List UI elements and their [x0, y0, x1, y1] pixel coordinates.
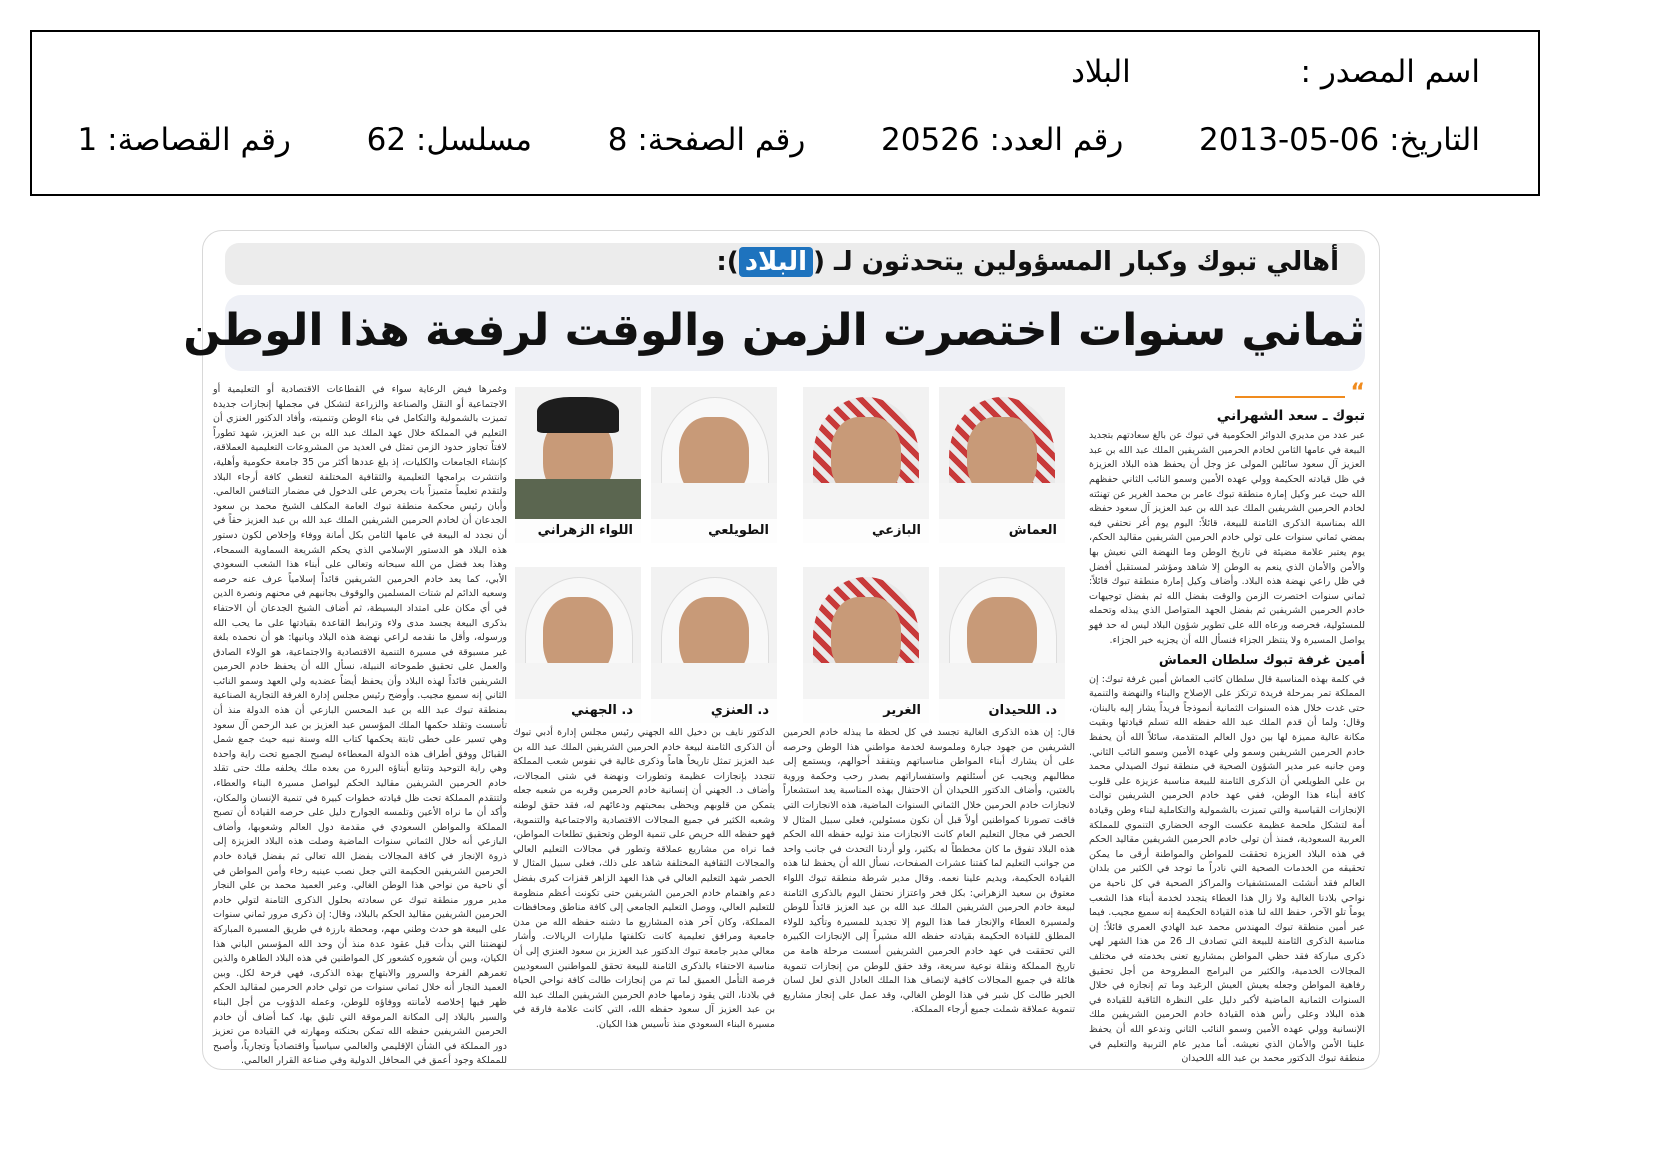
headline: ثماني سنوات اختصرت الزمن والوقت لرفعة هذا الوطن: [183, 305, 1365, 356]
photo-caption: اللواء الزهراني: [515, 519, 641, 543]
garment-shape: [939, 663, 1065, 699]
date-label: التاريخ:: [1389, 122, 1480, 158]
photo-alzahrani: [515, 387, 641, 543]
kicker-bar: [225, 243, 1365, 285]
photo-alammash: [939, 387, 1065, 543]
page-value: 8: [607, 122, 628, 158]
garment-shape: [515, 663, 641, 699]
orange-rule: [1235, 396, 1345, 398]
photo-caption: الغرير: [803, 699, 929, 723]
clip-value: 1: [77, 122, 98, 158]
photo-caption: د. اللحيدان: [939, 699, 1065, 723]
uniform-shape: [515, 479, 641, 519]
article-column-right: [1089, 380, 1365, 1065]
photo-grid: [515, 383, 1075, 725]
intro-paragraph: عبر عدد من مديري الدوائر الحكومية في تبوك عن بالغ سعادتهم بتجديد البيعة في عامها الثامن لخادم الحرمين الشريفين الملك عبد الله بن عبد العزيز آل سعود سائلين المولى عز وجل أن يحفظ هذه البلاد العزيزة في ظل قيادته الحكيمة وولي عهده الأمين وسمو النائب الثاني حفظهم الله حيث عبر وكيل إمارة منطقة تبوك عامر بن محمد الغرير عن تهنئته لخادم الحرمين الشريفين الملك عبد الله بن عبد العزيز آل سعود حفظه الله بمناسبة الذكرى الثامنة للبيعة، قائلاً: اليوم يوم أغر نحتفي فيه بمضي ثماني سنوات على تولي خادم الحرمين الشريفين مقاليد الحكم، يوم يعتبر علامة مضيئة في تاريخ الوطن وما النهضة التي نعيش بها والأمن والأمان الذي ينعم به الوطن إلا شاهد ومؤشر لمستقبل أفضل في ظل راعي نهضة هذه البلاد. وأضاف وكيل إمارة منطقة تبوك قائلاً: ثماني سنوات اختصرت الزمن والوقت بفضل الله ثم بفضل توجيهات خادم الحرمين الشريفين ثم بفضل الجهد المتواصل الذي يبذله وتحمله للمسئولية، فحرصه ورعاه الله على تطوير شؤون البلاد ليس له حد فهو يواصل المسيرة ولا ينتظر الجزاء فنسأل الله أن يجزيه خير الجزاء.: [1089, 430, 1365, 646]
headline-bar: [183, 295, 1365, 371]
photo-caption: د. الجهني: [515, 699, 641, 723]
clipping-metadata-box: [30, 30, 1540, 196]
military-cap-shape: [537, 397, 619, 433]
newspaper-clipping: [183, 230, 1380, 1070]
photo-allhaidan: [939, 567, 1065, 723]
photo-albazei: [803, 387, 929, 543]
details-row: [78, 122, 1480, 158]
source-label: اسم المصدر :: [1300, 54, 1480, 90]
garment-shape: [651, 663, 777, 699]
issue-label: رقم العدد:: [989, 122, 1124, 158]
article-column-middle-left: الدكتور نايف بن دخيل الله الجهني رئيس مجلس إدارة أدبي تبوك أن الذكرى الثامنة لبيعة خادم الحرمين الشريفين الملك عبد الله بن عبد العزيز تمثل تاريخاً هاماً وذكرى غالية في نفوس شعب المملكة تتجدد بإنجازات عظيمة وتطورات ونهضة في شتى المجالات، وأضاف د. الجهني أن إنسانية خادم الحرمين وقربه من شعبه جعله يتمكن من قلوبهم ويحظى بمحبتهم ودعائهم له، فقد حقق لوطنه وشعبه الكثير في جميع المجالات الاقتصادية والاجتماعية والتنموية، فهو حفظه الله حريص على تنمية الوطن وتحقيق تطلعات المواطن، فما نراه من مشاريع عملاقة وتطور في مجالات التعليم العالي والمجالات الثقافية المختلفة شاهد على ذلك، فعلى سبيل المثال لا الحصر شهد التعليم العالي في هذا العهد الزاهر قفزات كبرى بفضل دعم واهتمام خادم الحرمين الشريفين حتى تكونت أعظم منظومة للتعليم العالي، ووصل التعليم الجامعي إلى كافة مناطق ومحافظات المملكة، وكان آخر هذه المشاريع ما دشنه حفظه الله من مدن جامعية ومرافق تعليمية كانت تكلفتها مليارات الريالات. وأشار معالي مدير جامعة تبوك الدكتور عبد العزيز بن سعود العنزي إلى أن مناسبة الاحتفاء بالذكرى الثامنة للبيعة تحقق للمواطنين السعوديين فرصة التأمل العميق لما تم من إنجازات طالت كافة نواحي الحياة في بلادنا، التي يقود زمامها خادم الحرمين الشريفين الملك عبد الله بن عبد العزيز آل سعود حفظه الله، التي كانت علامة فارقة في مسيرة البناء السعودي منذ تأسيس هذا الكيان.: [513, 727, 775, 1030]
kicker-text: أهالي تبوك وكبار المسؤولين يتحدثون لـ: [834, 247, 1339, 277]
source-value: البلاد: [1071, 54, 1131, 90]
article-column-left: وغمرها فيض الرعاية سواء في القطاعات الاقتصادية أو التعليمية أو الاجتماعية أو النقل والصناعة والزراعة لتشكل في مجملها إنجازات جديدة تميزت بالشمولية والتكامل في بناء الوطن وتنميته، وأفاد الدكتور العنزي أن التعليم في المملكة خلال عهد الملك عبد الله بن عبد العزيز، شهد تطوراً لافتاً تجاوز حدود الزمن تمثل في العديد من المشروعات التعليمية العملاقة، كإنشاء الجامعات والكليات، إذ بلغ عددها أكثر من 35 جامعة حكومية وأهلية، وانتشرت برامجها التعليمية والثقافية المختلفة لتغطي كافة أرجاء البلاد ولتقدم تعليماً متميزاً بات يحرص على الدخول في مضمار التنافس العالمي. وأبان رئيس محكمة منطقة تبوك العامة المكلف الشيخ محمد بن سعود الجدعان أن لخادم الحرمين الشريفين الملك عبد الله بن عبد العزيز حقاً في أن نجدد له البيعة في عامها الثامن بكل أمانة ووفاء وإخلاص لكون دستور هذه البلاد هو الدستور الإسلامي الذي يحكم الشريعة السماوية السمحاء، وهذا بعد فضل من الله سبحانه وتعالى على أبناء هذا الشعب السعودي الأبي، كما يعد خادم الحرمين الشريفين قائداً إسلامياً عرف عنه حرصه وسعيه الدائم لم شتات المسلمين والوقوف بجانبهم في محنهم ونصرة الدين في أي مكان على امتداد البسيطة، ثم أضاف الشيخ الجدعان أن الاحتفاء بذكرى البيعة يجسد مدى ولاء وترابط القاعدة بقيادتها على ما يحب الله ورسوله، وأقل ما نقدمه لراعي نهضة هذه البلاد وبانيها: هو أن نحمده بلغة غير مسبوقة في مسيرة التنمية الاقتصادية والاجتماعية، هو الولاء الصادق والعمل على تحقيق طموحاته النبيلة، نسأل الله أن يحفظ خادم الحرمين الشريفين قائداً لهذه البلاد وأن يحفظ أيضاً عضديه ولي العهد وسمو النائب الثاني إنه سميع مجيب. وأوضح رئيس مجلس إدارة الغرفة التجارية الصناعية بمنطقة تبوك عبد الله بن عبد المحسن البازعي أن هذه الدولة منذ أن تأسست وتقلد حكمها الملك المؤسس عبد العزيز بن عبد الرحمن آل سعود وهي تسير على خطى ثابتة يحكمها كتاب الله وسنة نبيه حيث جمع شمل القبائل ووفق أطراف هذه الدولة المعطاءة ليصبح الجميع تحت راية واحدة وهي راية التوحيد وتتابع أبناؤه البررة من بعده ملك يخلفه ملك حتى تقلد خادم الحرمين الشريفين مقاليد الحكم ليواصل مسيرة البناء والعطاء، ولتتقدم المملكة تحت ظل قيادته خطوات كبيرة في تنمية الإنسان والمكان، وأكد أن ما نراه الأعين وتلمسه الجوارح دليل على حرصه القيادة أن تصبح المملكة والمواطن السعودي في مقدمة دول العالم وشعوبها، وأضاف البازعي أنه خلال الثماني سنوات الماضية وصلت هذه البلاد العزيزة إلى ذروة الإنجاز في كافة المجالات بفضل الله تعالى ثم بفضل قيادة خادم الحرمين الشريفين الحكيمة التي جعل نصب عينيه رخاء وأمن المواطن في أي ناحية من نواحي هذا الوطن الغالي. وعبر العميد محمد بن علي النجار مدير مرور منطقة تبوك عن سعادته بحلول الذكرى الثامنة لتولي خادم الحرمين الشريفين مقاليد الحكم بالبلاد، وقال: إن ذكرى مرور ثماني سنوات على البيعة هو حدث وطني مهم، ومحطة بارزة في طريق المسيرة المباركة لنهضتنا التي بدأت قبل عقود عدة منذ أن وحد الله المؤسس الباني هذا الكيان، وبين أن شعوره كشعور كل المواطنين في هذه البلاد الطاهرة والذين تغمرهم الفرحة والسرور والابتهاج بهذه الذكرى، فهي فرحة لكل. وبين العميد النجار أنه خلال ثماني سنوات من تولي خادم الحرمين لمقاليد الحكم ظهر فيها إخلاصه لأمانته ووفاؤه للوطن، وعمله الدؤوب من أجل البناء والسير بالبلاد إلى المكانة المرموقة التي تليق بها، كما أضاف أن خادم الحرمين الشريفين حفظه الله تمكن بحنكته ومهارته في القيادة من تعزيز دور المملكة في الشأن الإقليمي والعالمي سياسياً واقتصادياً وتجارياً، وأصبح للمملكة وجود أعمق في المحافل الدولية وفي صناعة القرار العالمي.: [213, 384, 507, 1067]
kicker-brand: البلاد: [739, 247, 813, 277]
byline: تبوك ـ سعد الشهراني: [1216, 407, 1365, 424]
kicker: أهالي تبوك وكبار المسؤولين يتحدثون لـ (البلاد):: [716, 247, 1339, 277]
subhead: أمين غرفة تبوك سلطان العماش: [1158, 653, 1365, 669]
garment-shape: [803, 483, 929, 519]
body-paragraph: في كلمة بهذه المناسبة قال سلطان كاتب العماش أمين غرفة تبوك: إن المملكة تمر بمرحلة فريدة ترتكز على الإصلاح والبناء والنهضة والتنمية حتى غدت خلال هذه السنوات الثمانية أنموذجاً فريداً يشار إليه بالبنان، وقال: ولما أن قدم الملك عبد الله حفظه الله تسلم قيادتها وبقيت مكانة عالية مميزة لها بين دول العالم المتقدمة، سائلاً الله أن يحفظ خادم الحرمين الشريفين وسمو ولي عهده الأمين وسمو النائب الثاني. ومن جانبه عبر مدير الشؤون الصحية في منطقة تبوك الصيدلي محمد بن علي الطويلعي أن الذكرى الثامنة للبيعة مناسبة عزيزة على قلوب كافة أبناء هذا الوطن، ففي عهد خادم الحرمين الشريفين توالت الإنجازات القياسية والتي تميزت بالشمولية والتكاملية لبناء وطن وقيادة أمة لتشكل ملحمة عظيمة عكست الوجه الحضاري التنموي للمملكة العربية السعودية، فمنذ أن تولى خادم الحرمين الشريفين مقاليد الحكم في هذه البلاد العزيزة تحققت للمواطن والمواطنة أرقى ما يمكن تحقيقه من الخدمات الصحية التي نادراً ما توجد في الكثير من بلدان العالم فقد أنشئت المستشفيات والمراكز الصحية في كل ناحية من نواحي بلادنا الغالية ولا زال هذا العطاء يتجدد لخدمة أبناء هذا الشعب يوماً تلو الآخر، حفظ الله لنا هذه القيادة الحكيمة إنه سميع مجيب. فيما عبر أمين منطقة تبوك المهندس محمد عبد الهادي العمري قائلاً: إن مناسبة الذكرى الثامنة للبيعة التي تصادف الـ 26 من هذا الشهر لهي ذكرى مباركة فقد حظي المواطن بمشاريع تعنى بخدمته في مختلف المجالات الخدمية، والكثير من البرامج المطروحة من أجل تحقيق رفاهية المواطن وجعله يعيش العيش الرغيد وما تم إنجازه في خلال السنوات الثمانية الماضية لأكبر دليل على النظرة الثاقبة للقيادة في هذه البلاد وعلى رأس هذه القيادة خادم الحرمين الشريفين ملك الإنسانية وولي عهده الأمين وسمو النائب الثاني وندعو الله أن يحفظ علينا الأمن والأمان الذي نعيشه. أما مدير عام التربية والتعليم في منطقة تبوك الدكتور محمد بن عبد الله اللحيدان: [1089, 673, 1365, 1065]
photo-alghurair: [803, 567, 929, 723]
garment-shape: [803, 663, 929, 699]
photo-caption: البازعي: [803, 519, 929, 543]
article-column-middle-right: قال: إن هذه الذكرى الغالية تجسد في كل لحظة ما يبذله خادم الحرمين الشريفين من جهود جبارة وملموسة لخدمة مواطني هذا الوطن وحرصه على أن يشارك أبناء المواطن مناسباتهم ويتفقد أحوالهم، ويستمع إلى مطالبهم ويجيب عن أسئلتهم واستفساراتهم بصدر رحب وحكمة وروية بالغتين، وأضاف الدكتور اللحيدان أن الاحتفال بهذه المناسبة يعد استشعاراً لانجازات خادم الحرمين خلال الثماني السنوات الماضية، هذه الانجازات التي فاقت تصورنا كمواطنين أولاً قبل أن نكون مسئولين، فعلى سبيل المثال لا الحصر في مجال التعليم العام كانت الانجازات منذ توليه حفظه الله الحكم هذه البلاد تفوق ما كان مخططاً له بكثير، ولو أردنا التحدث في جانب واحد من جوانب التعليم لما كفتنا عشرات الصفحات، نسأل الله أن يحفظ لنا هذه القيادة الحكيمة، ويديم علينا نعمه. وقال مدير شرطة منطقة تبوك اللواء معتوق بن سعيد الزهراني: بكل فخر واعتزاز نحتفل اليوم بالذكرى الثامنة لبيعة خادم الحرمين الشريفين الملك عبد الله بن عبد العزيز قائداً للوطن ولمسيرة العطاء والإنجاز فما هذا اليوم إلا تجديد للمسيرة وتأكيد للولاء المطلق للقيادة الحكيمة بقيادته حفظه الله مشيراً إلى الإنجازات الكبيرة التي تحققت في عهد خادم الحرمين الشريفين أسست مرحلة هامة من تاريخ المملكة ونقلة نوعية سريعة، وقد حقق للوطن من إنجازات تنموية هائلة في جميع المجالات كافية لإنصاف هذا الملك العادل الذي لعل لسان الخير طالت كل شبر في هذا الوطن الغالي، وقد عمل على إنجاز مشاريع تنموية عملاقة شملت جميع أرجاء المملكة.: [783, 727, 1075, 1016]
issue-value: 20526: [881, 122, 980, 158]
clip-label: رقم القصاصة:: [107, 122, 291, 158]
photo-aljuhani: [515, 567, 641, 723]
page-label: رقم الصفحة:: [637, 122, 806, 158]
photo-caption: العماش: [939, 519, 1065, 543]
photo-caption: د. العنزي: [651, 699, 777, 723]
photo-caption: الطويلعي: [651, 519, 777, 543]
serial-label: مسلسل:: [415, 122, 533, 158]
serial-value: 62: [366, 122, 407, 158]
garment-shape: [651, 483, 777, 519]
quote-mark-icon: “: [1350, 380, 1365, 405]
photo-altuwailaei: [651, 387, 777, 543]
photo-alenezi: [651, 567, 777, 723]
date-value: 2013-05-06: [1199, 122, 1380, 158]
garment-shape: [939, 483, 1065, 519]
source-row: [1071, 54, 1480, 90]
quote-ornament: [1089, 380, 1365, 405]
